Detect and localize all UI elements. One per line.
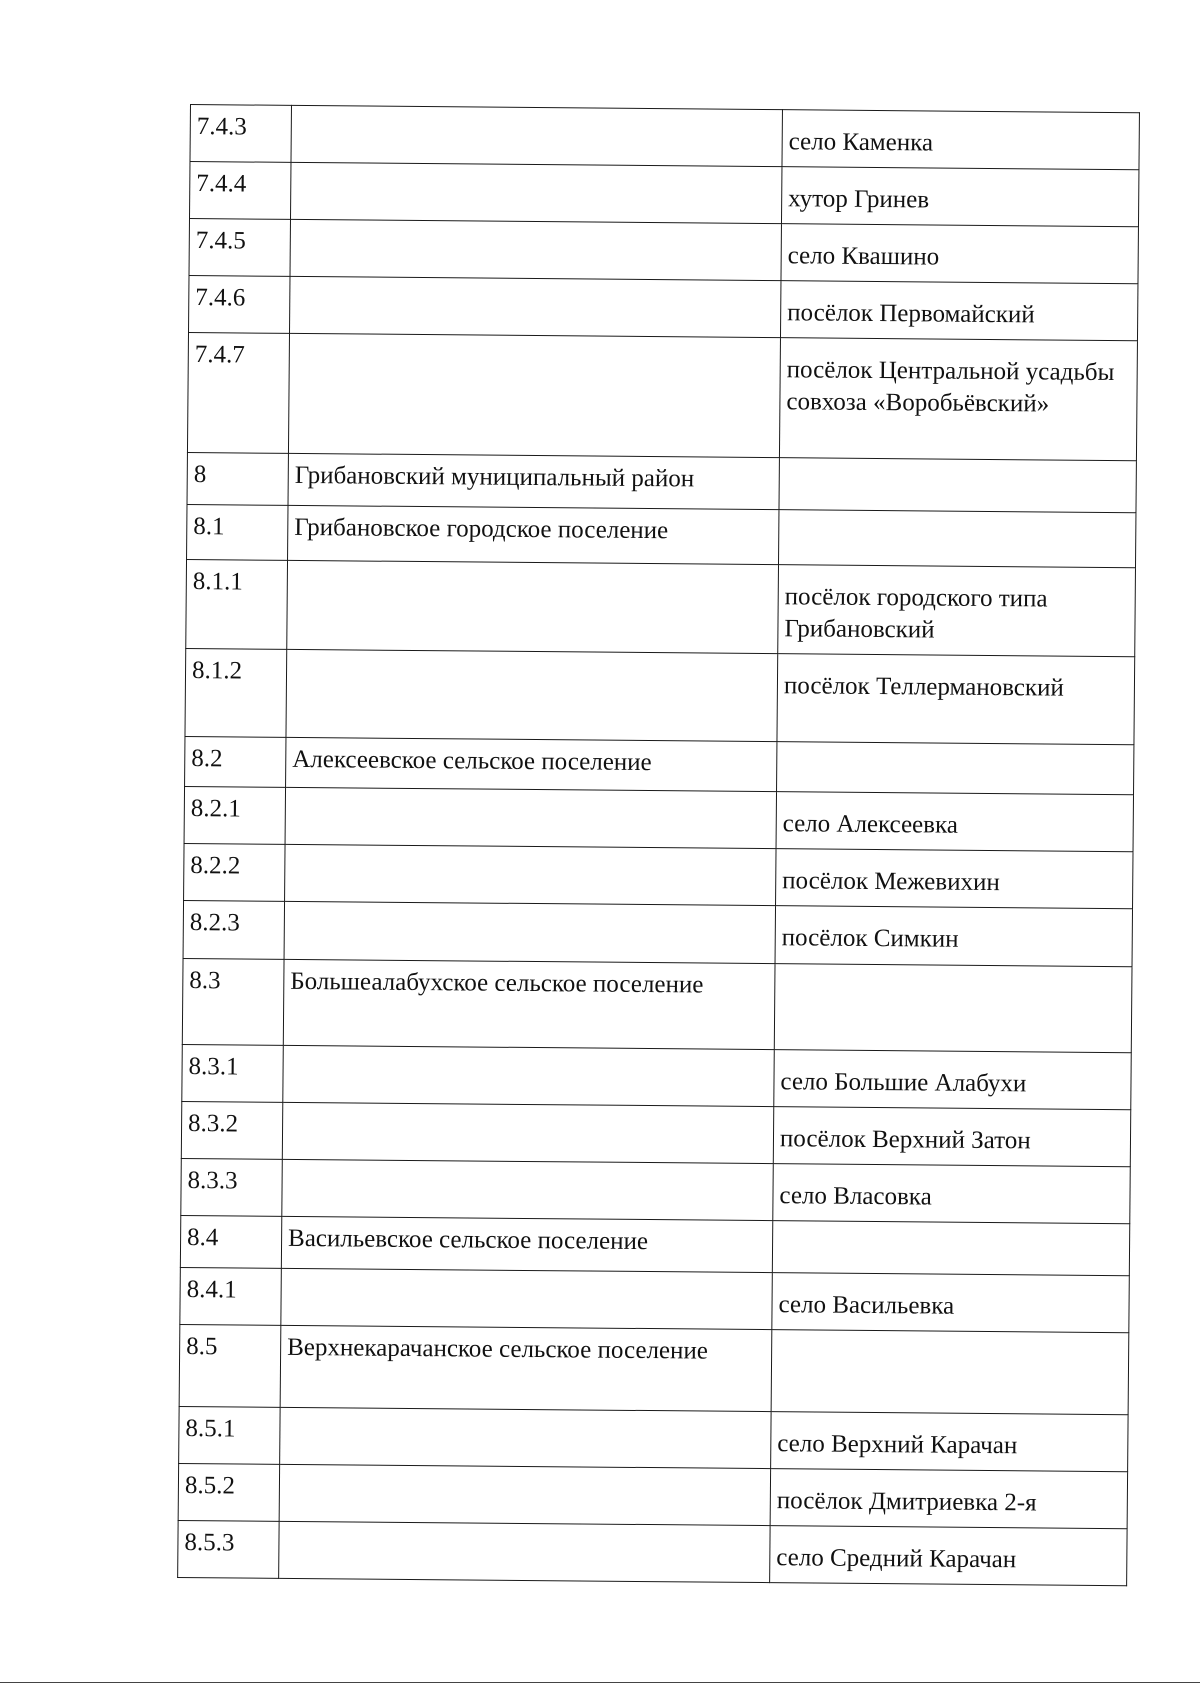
municipal-unit-cell bbox=[282, 1102, 773, 1163]
settlement-cell: село Васильевка bbox=[772, 1273, 1129, 1333]
table-row bbox=[184, 786, 1133, 851]
table-row bbox=[189, 219, 1138, 284]
table-row bbox=[190, 105, 1139, 170]
municipal-unit-cell bbox=[285, 787, 776, 848]
row-number-cell: 8.4.1 bbox=[180, 1267, 281, 1325]
table-row bbox=[179, 1406, 1128, 1471]
municipal-unit-cell: Грибановский муниципальный район bbox=[288, 453, 779, 509]
page-table-wrapper bbox=[177, 104, 1115, 1586]
municipal-unit-cell bbox=[290, 219, 781, 280]
municipal-unit-cell bbox=[288, 333, 780, 457]
row-number-cell: 8.1.1 bbox=[186, 559, 288, 649]
municipal-unit-cell bbox=[284, 901, 775, 963]
municipal-unit-cell bbox=[283, 1045, 774, 1106]
table-row bbox=[180, 1215, 1129, 1275]
settlement-cell: село Верхний Карачан bbox=[771, 1412, 1128, 1472]
row-number-cell: 8 bbox=[187, 452, 288, 505]
settlement-cell bbox=[774, 964, 1132, 1053]
settlement-cell: село Алексеевка bbox=[776, 792, 1133, 852]
row-number-cell: 8.5.1 bbox=[179, 1406, 280, 1464]
row-number-cell: 8.1.2 bbox=[185, 648, 287, 737]
table-row bbox=[182, 958, 1132, 1052]
row-number-cell: 7.4.3 bbox=[190, 105, 291, 163]
table-row bbox=[183, 900, 1132, 966]
table-row bbox=[190, 162, 1139, 227]
settlement-cell: посёлок Верхний Затон bbox=[773, 1107, 1130, 1167]
row-number-cell: 8.5.3 bbox=[178, 1520, 279, 1578]
row-number-cell: 8.2.2 bbox=[184, 843, 285, 901]
settlement-cell: посёлок Теллермановский bbox=[777, 654, 1135, 745]
settlement-cell: хутор Гринев bbox=[781, 167, 1138, 227]
municipal-unit-cell: Грибановское городское поселение bbox=[288, 505, 779, 564]
settlement-cell: село Квашино bbox=[781, 224, 1138, 284]
municipal-unit-cell bbox=[285, 844, 776, 905]
settlement-cell bbox=[771, 1330, 1129, 1415]
row-number-cell: 8.3.1 bbox=[182, 1044, 283, 1102]
settlement-cell: посёлок Симкин bbox=[775, 906, 1132, 967]
municipal-unit-cell bbox=[286, 649, 778, 741]
row-number-cell: 8.4 bbox=[180, 1215, 281, 1268]
table-row bbox=[186, 559, 1136, 656]
table-body bbox=[178, 105, 1140, 1586]
row-number-cell: 8.3.3 bbox=[181, 1158, 282, 1216]
table-row bbox=[185, 736, 1134, 794]
settlement-cell bbox=[772, 1221, 1129, 1276]
table-row bbox=[187, 332, 1137, 460]
settlement-cell: посёлок Дмитриевка 2-я bbox=[770, 1469, 1127, 1529]
row-number-cell: 8.3.2 bbox=[181, 1101, 282, 1159]
municipal-unit-cell: Большеалабухское сельское поселение bbox=[283, 959, 775, 1049]
row-number-cell: 7.4.7 bbox=[187, 332, 289, 453]
settlement-cell: село Средний Карачан bbox=[770, 1526, 1127, 1586]
table-row bbox=[178, 1520, 1127, 1585]
table-row bbox=[184, 843, 1133, 908]
table-row bbox=[181, 1158, 1130, 1223]
table-row bbox=[185, 648, 1135, 744]
municipal-unit-cell bbox=[280, 1407, 771, 1468]
settlement-cell: посёлок Центральной усадьбы совхоза «Воробьёвский» bbox=[779, 338, 1137, 461]
table-row bbox=[187, 504, 1136, 567]
settlement-cell: село Власовка bbox=[773, 1164, 1130, 1224]
municipal-unit-cell bbox=[287, 560, 779, 653]
municipal-unit-cell bbox=[279, 1521, 770, 1582]
municipal-unit-cell bbox=[279, 1464, 770, 1525]
municipal-unit-cell bbox=[290, 276, 781, 337]
table-row bbox=[187, 452, 1136, 512]
municipal-unit-cell bbox=[281, 1268, 772, 1329]
row-number-cell: 8.2.3 bbox=[183, 900, 285, 959]
table-row bbox=[189, 275, 1138, 340]
settlement-cell: посёлок Первомайский bbox=[780, 281, 1137, 341]
row-number-cell: 7.4.5 bbox=[189, 219, 290, 277]
settlement-cell bbox=[777, 742, 1134, 795]
settlement-cell: посёлок Межевихин bbox=[776, 849, 1133, 909]
municipal-unit-cell: Верхнекарачанское сельское поселение bbox=[280, 1325, 772, 1411]
settlement-cell: посёлок городского типа Грибановский bbox=[778, 565, 1136, 657]
row-number-cell: 8.2.1 bbox=[184, 786, 285, 844]
table-row bbox=[182, 1044, 1131, 1109]
table-row bbox=[178, 1463, 1127, 1528]
settlement-cell: село Большие Алабухи bbox=[774, 1050, 1131, 1110]
municipal-unit-cell: Алексеевское сельское поселение bbox=[286, 737, 777, 791]
settlement-cell: село Каменка bbox=[782, 110, 1139, 170]
row-number-cell: 7.4.4 bbox=[190, 162, 291, 220]
settlement-cell bbox=[779, 458, 1136, 513]
municipal-unit-cell: Васильевское сельское поселение bbox=[281, 1216, 772, 1272]
settlement-cell bbox=[779, 510, 1136, 568]
row-number-cell: 8.1 bbox=[187, 504, 288, 560]
row-number-cell: 8.2 bbox=[185, 736, 286, 787]
row-number-cell: 8.3 bbox=[182, 958, 284, 1045]
row-number-cell: 8.5.2 bbox=[178, 1463, 279, 1521]
row-number-cell: 7.4.6 bbox=[189, 275, 290, 333]
municipal-unit-cell bbox=[282, 1159, 773, 1220]
table-row bbox=[180, 1267, 1129, 1332]
row-number-cell: 8.5 bbox=[179, 1324, 281, 1407]
settlements-table bbox=[177, 104, 1140, 1586]
page-bottom-rule bbox=[0, 1682, 1200, 1683]
table-row bbox=[181, 1101, 1130, 1166]
municipal-unit-cell bbox=[290, 162, 781, 223]
table-row bbox=[179, 1324, 1129, 1414]
municipal-unit-cell bbox=[291, 105, 782, 166]
